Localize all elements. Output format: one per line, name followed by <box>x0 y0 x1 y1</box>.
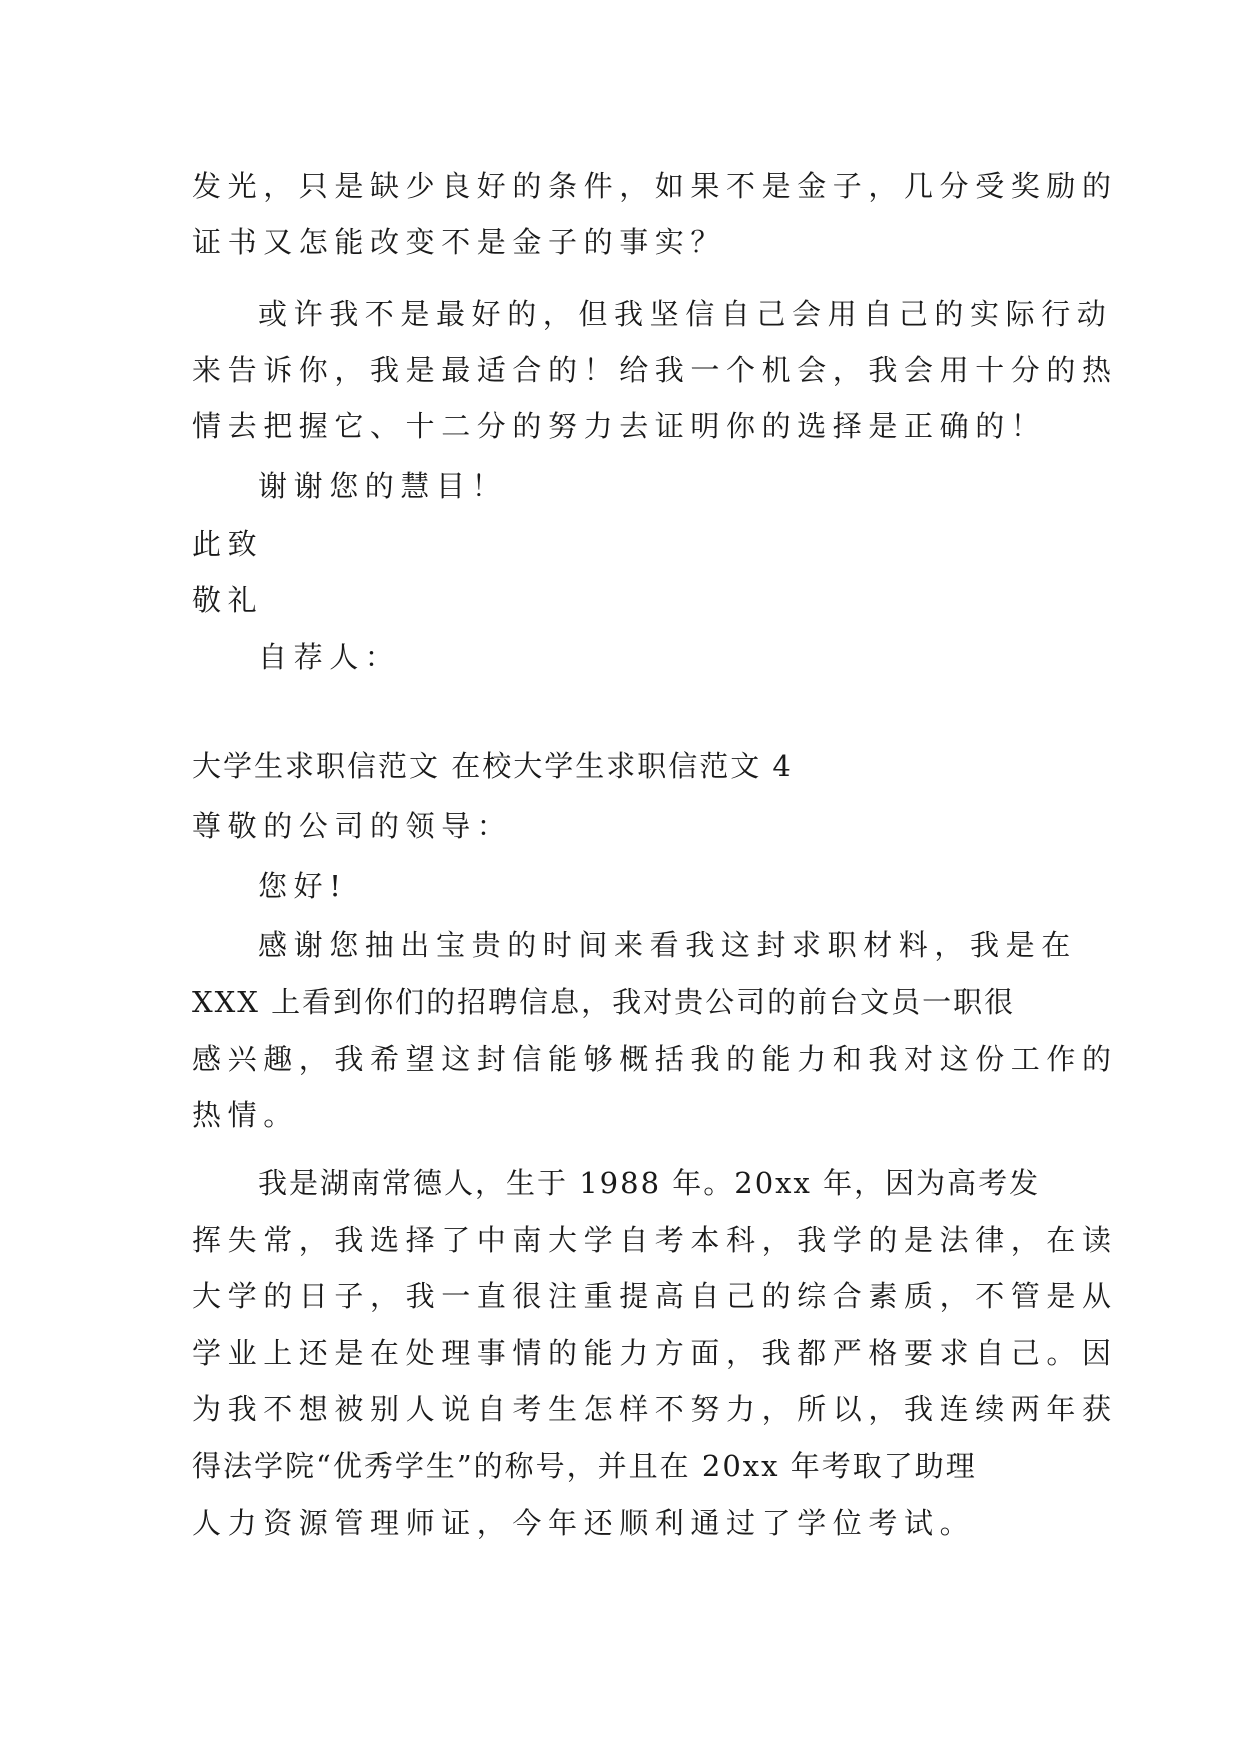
closing-line: 敬礼 <box>192 583 264 617</box>
text-line: 发光，只是缺少良好的条件，如果不是金子，几分受奖励的 <box>192 169 1118 203</box>
text-line: 大学的日子，我一直很注重提高自己的综合素质，不管是从 <box>192 1279 1118 1313</box>
text-line: 证书又怎能改变不是金子的事实？ <box>192 225 727 259</box>
text-line: 人力资源管理师证，今年还顺利通过了学位考试。 <box>192 1506 976 1540</box>
text-line: 情去把握它、十二分的努力去证明你的选择是正确的！ <box>192 409 1047 443</box>
signature-label: 自荐人： <box>258 640 401 674</box>
text-line: 挥失常，我选择了中南大学自考本科，我学的是法律，在读 <box>192 1223 1118 1257</box>
section-title: 大学生求职信范文 在校大学生求职信范文 4 <box>192 749 793 783</box>
text-line: 来告诉你，我是最适合的！给我一个机会，我会用十分的热 <box>192 353 1118 387</box>
text-line: 为我不想被别人说自考生怎样不努力，所以，我连续两年获 <box>192 1392 1118 1426</box>
text-line: 感兴趣，我希望这封信能够概括我的能力和我对这份工作的 <box>192 1042 1118 1076</box>
salutation: 尊敬的公司的领导： <box>192 809 513 843</box>
greeting: 您好! <box>258 869 348 903</box>
thanks-line: 谢谢您的慧目！ <box>258 469 508 503</box>
text-line: 我是湖南常德人，生于 1988 年。20xx 年，因为高考发 <box>258 1166 1041 1200</box>
text-line: 感谢您抽出宝贵的时间来看我这封求职材料，我是在 <box>258 928 1077 962</box>
text-line: XXX 上看到你们的招聘信息，我对贵公司的前台文员一职很 <box>192 985 1016 1019</box>
text-line: 热情。 <box>192 1098 299 1132</box>
closing-line: 此致 <box>192 527 264 561</box>
text-line: 或许我不是最好的，但我坚信自己会用自己的实际行动 <box>258 297 1113 331</box>
text-line: 学业上还是在处理事情的能力方面，我都严格要求自己。因 <box>192 1336 1118 1370</box>
text-line: 得法学院“优秀学生”的称号，并且在 20xx 年考取了助理 <box>192 1449 977 1483</box>
